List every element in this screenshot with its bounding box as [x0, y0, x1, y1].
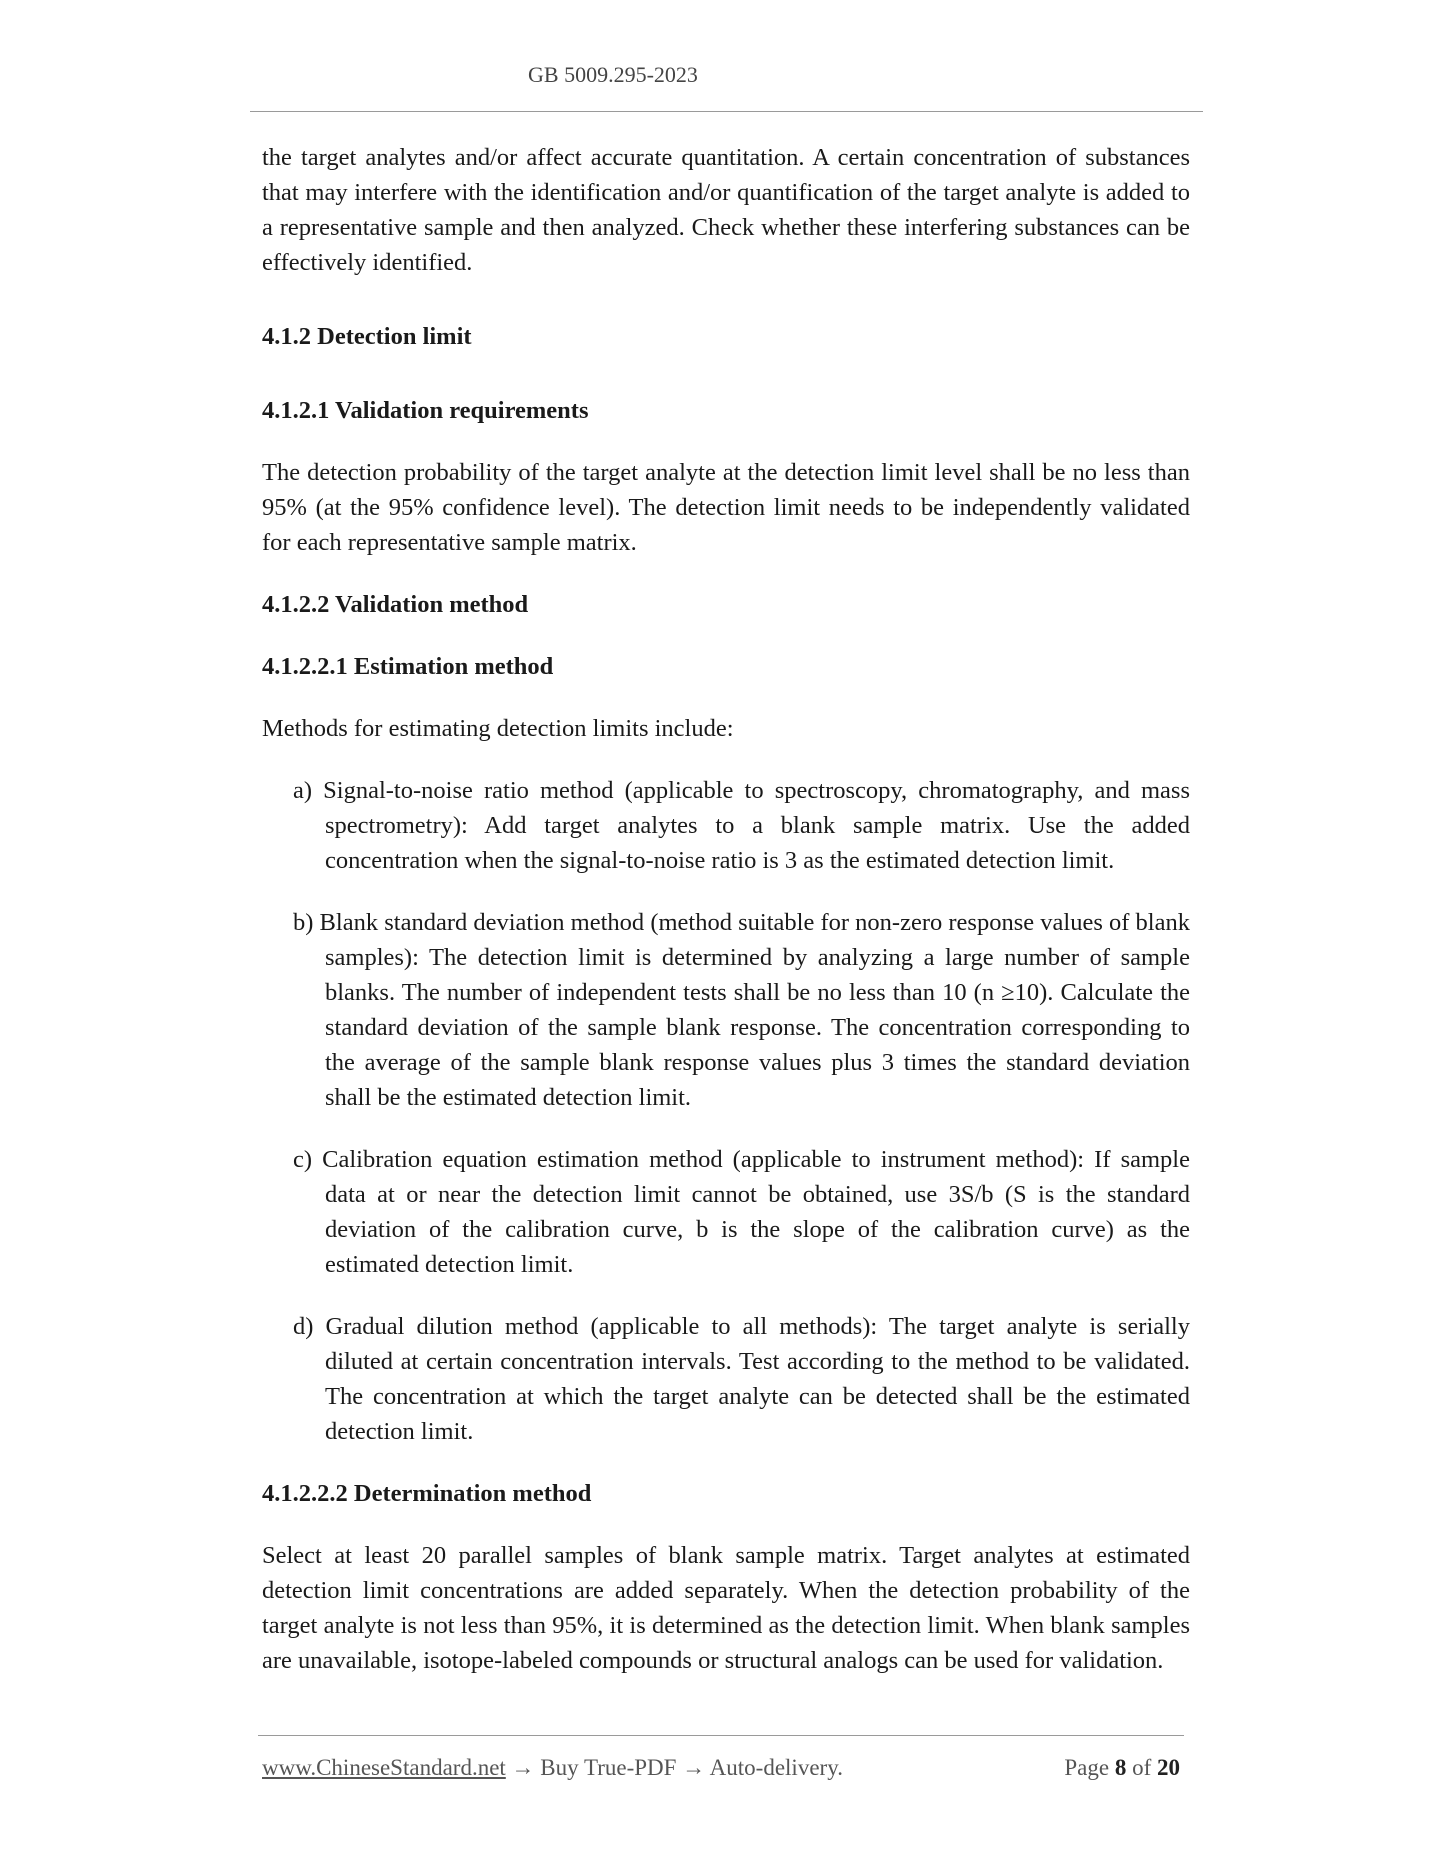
document-header-code: GB 5009.295-2023 — [528, 62, 698, 87]
website-link[interactable]: www.ChineseStandard.net — [262, 1755, 506, 1780]
of-label: of — [1132, 1755, 1152, 1780]
list-item-blank-standard-deviation: b) Blank standard deviation method (method suitable for non-zero response values of blank samples): The detection limit is determined by analyzing a large number of sample blanks. The number of independent tests shall be no less than 10 (n ≥10). Calculate the standard deviation of the sample blank response. The concentration corresponding to the average of the sample blank response values plus 3 times the standard deviation shall be the estimated detection limit. — [293, 909, 1190, 1111]
total-pages-number: 20 — [1157, 1755, 1180, 1780]
section-heading-4-1-2-2-2: 4.1.2.2.2 Determination method — [262, 1480, 592, 1507]
arrow-icon: → — [676, 1755, 710, 1780]
section-heading-4-1-2-2-1: 4.1.2.2.1 Estimation method — [262, 653, 554, 680]
determination-method-paragraph: Select at least 20 parallel samples of blank sample matrix. Target analytes at estimated detection limit concentrations are added separately. When the detection probability of the target analyte is not less than 95%, it is determined as the detection limit. When blank samples are unavailable, isotope-labeled compounds or structural analogs can be used for validation. — [262, 1542, 1190, 1674]
current-page-number: 8 — [1114, 1755, 1127, 1780]
list-item-signal-to-noise: a) Signal-to-noise ratio method (applicable to spectroscopy, chromatography, and mass spectrometry): Add target analytes to a blank sample matrix. Use the added concentration when the signal-to-noise ratio is 3 as the estimated detection limit. — [293, 777, 1190, 874]
arrow-icon: → — [505, 1755, 541, 1780]
validation-requirements-paragraph: The detection probability of the target analyte at the detection limit level shall be no less than 95% (at the 95% confidence level). The detection limit needs to be independently validated for each representative sample matrix. — [262, 459, 1190, 556]
section-heading-4-1-2-2: 4.1.2.2 Validation method — [262, 591, 529, 618]
header-divider — [250, 111, 1203, 112]
auto-delivery-text: Auto-delivery. — [709, 1755, 843, 1780]
buy-pdf-link[interactable]: Buy True-PDF — [540, 1755, 677, 1780]
page-indicator — [1064, 1755, 1180, 1781]
section-heading-4-1-2: 4.1.2 Detection limit — [262, 323, 472, 350]
section-heading-4-1-2-1: 4.1.2.1 Validation requirements — [262, 397, 589, 424]
page-footer — [262, 1755, 1184, 1789]
list-item-gradual-dilution: d) Gradual dilution method (applicable to all methods): The target analyte is serially diluted at certain concentration intervals. Test according to the method to be validated. The concentration at which the target analyte can be detected shall be the estimated detection limit. — [293, 1313, 1190, 1445]
page-content — [262, 140, 1190, 1705]
footer-links — [262, 1755, 843, 1781]
list-item-calibration-equation: c) Calibration equation estimation method (applicable to instrument method): If sample data at or near the detection limit cannot be obtained, use 3S/b (S is the standard deviation of the calibration curve, b is the slope of the calibration curve) as the estimated detection limit. — [293, 1146, 1190, 1278]
page-label: Page — [1064, 1755, 1110, 1780]
footer-divider — [258, 1735, 1184, 1736]
methods-intro-paragraph: Methods for estimating detection limits include: — [262, 715, 734, 742]
intro-paragraph: the target analytes and/or affect accurate quantitation. A certain concentration of substances that may interfere with the identification and/or quantification of the target analyte is added to a representative sample and then analyzed. Check whether these interfering substances can be effectively identified. — [262, 144, 1190, 276]
